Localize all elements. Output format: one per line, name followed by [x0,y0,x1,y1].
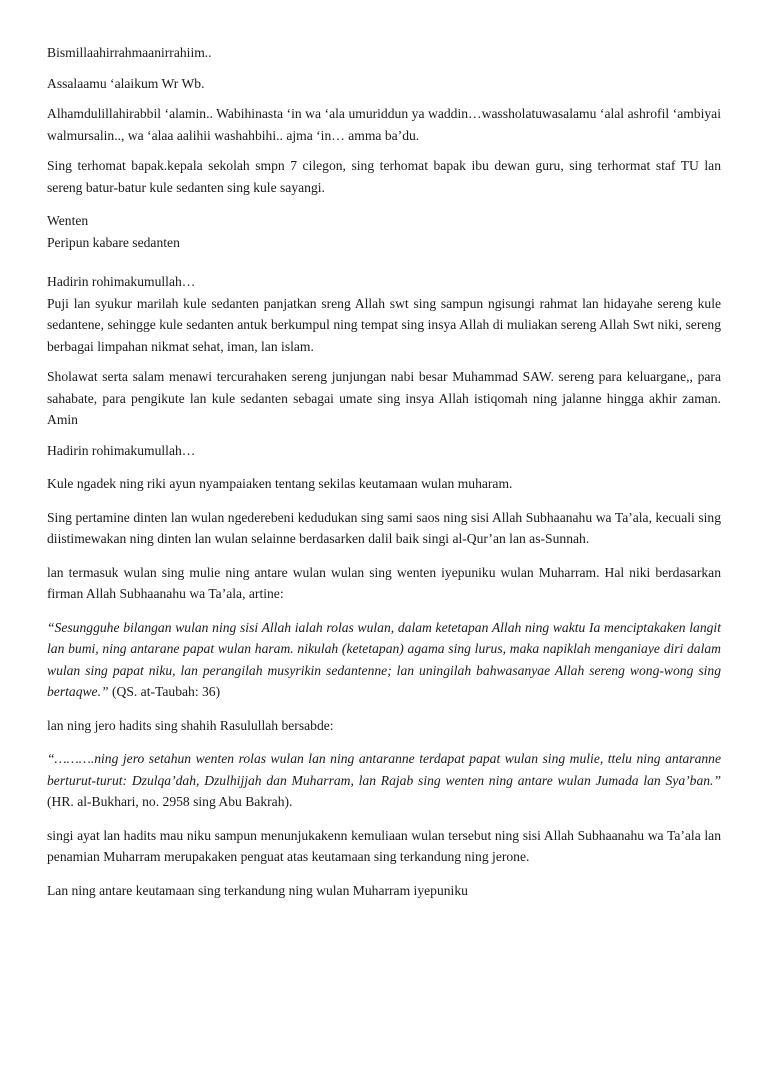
hadith-intro: lan ning jero hadits sing shahih Rasulullah bersabde: [47,717,334,733]
greeting-audience: Sing terhomat bapak.kepala sekolah smpn 7 cilegon, sing terhomat bapak ibu dewan guru, sing terhormat staf TU lan sereng batur-batur kule sedanten sing kule sayangi. [47,158,721,195]
address-hadirin-1: Hadirin rohimakumullah… [47,274,196,289]
opening-salam: Assalaamu ‘alaikum Wr Wb. [47,75,205,91]
paragraph-sholawat: Sholawat serta salam menawi tercurahaken sereng junjungan nabi besar Muhammad SAW. sereng para keluargane,, para sahabate, para pengikute lan kule sedanten sebagai umate sing insya Allah istiqomah ning jalanne hingga akhir zaman. Amin [47,369,721,427]
paragraph-final: Lan ning antare keutamaan sing terkandung ning wulan Muharram iyepuniku [47,882,468,898]
address-hadirin-2: Hadirin rohimakumullah… [47,442,196,458]
paragraph-intro-topic: Kule ngadek ning riki ayun nyampaiaken tentang sekilas keutamaan wulan muharam. [47,476,513,491]
hadith-quote-block [47,748,721,813]
opening-praise: Alhamdulillahirabbil ‘alamin.. Wabihinasta ‘in wa ‘ala umuriddun ya waddin…wassholatuwasalamu ‘alal ashrofil ‘ambiyai walmursalin.., wa ‘alaa aalihii washahbihi.. ajma ‘in… amma ba’du. [47,106,721,143]
greeting-kabar: Peripun kabare sedanten [47,234,180,250]
hadith-quote: “……….ning jero setahun wenten rolas wulan lan ning antaranne terdapat papat wulan sing mulie, ttelu ning antaranne berturut-turut: Dzulqa’dah, Dzulhijjah dan Muharram, lan Rajab sing wenten ning antare wulan Jumada lan Sya’ban.” [47,751,721,788]
document-page [47,42,721,901]
paragraph-conclusion: singi ayat lan hadits mau niku sampun menunjukakenn kemuliaan wulan tersebut ning sisi Allah Subhaanahu wa Ta’ala lan penamian Muharram merupakaken penguat atas keutamaan sing terkandung ning jerone. [47,827,721,864]
greeting-wenten: Wenten [47,213,89,228]
quran-quote: “Sesungguhe bilangan wulan ning sisi Allah ialah rolas wulan, dalam ketetapan Allah ning waktu Ia menciptakaken langit lan bumi, ning antarane papat wulan haram. nikulah (ketetapan) agama sing lurus, maka napiklah menganiaye diri dalam wulan sing papat niku, lan perangilah musyrikin sedantenne; lan uningilah bahwasanyae Allah sereng wong-wong sing bertaqwe.” [47,619,721,699]
paragraph-muharram: lan termasuk wulan sing mulie ning antare wulan wulan sing wenten iyepuniku wulan Muharram. Hal niki berdasarkan firman Allah Subhaanahu wa Ta’ala, artine: [47,564,721,601]
opening-basmalah: Bismillaahirrahmaanirrahiim.. [47,45,212,60]
paragraph-puji-syukur: Puji lan syukur marilah kule sedanten panjatkan sreng Allah swt sing sampun ngisungi rahmat lan hidayahe sereng kule sedantene, sehingge kule sedanten antuk berkumpul ning tempat sing insya Allah di muliakan sereng Allah Swt niki, sereng berbagai limpahan nikmat sehat, iman, lan islam. [47,295,721,354]
quran-reference: (QS. at-Taubah: 36) [111,684,221,699]
hadith-reference: (HR. al-Bukhari, no. 2958 sing Abu Bakrah). [47,794,293,809]
paragraph-days-months: Sing pertamine dinten lan wulan ngederebeni kedudukan sing sami saos ning sisi Allah Subhaanahu wa Ta’ala, kecuali sing diistimewakan ning dinten lan wulan selainne berdasarken dalil baik singi al-Qur’an lan as-Sunnah. [47,509,721,546]
quran-quote-block [47,617,721,703]
